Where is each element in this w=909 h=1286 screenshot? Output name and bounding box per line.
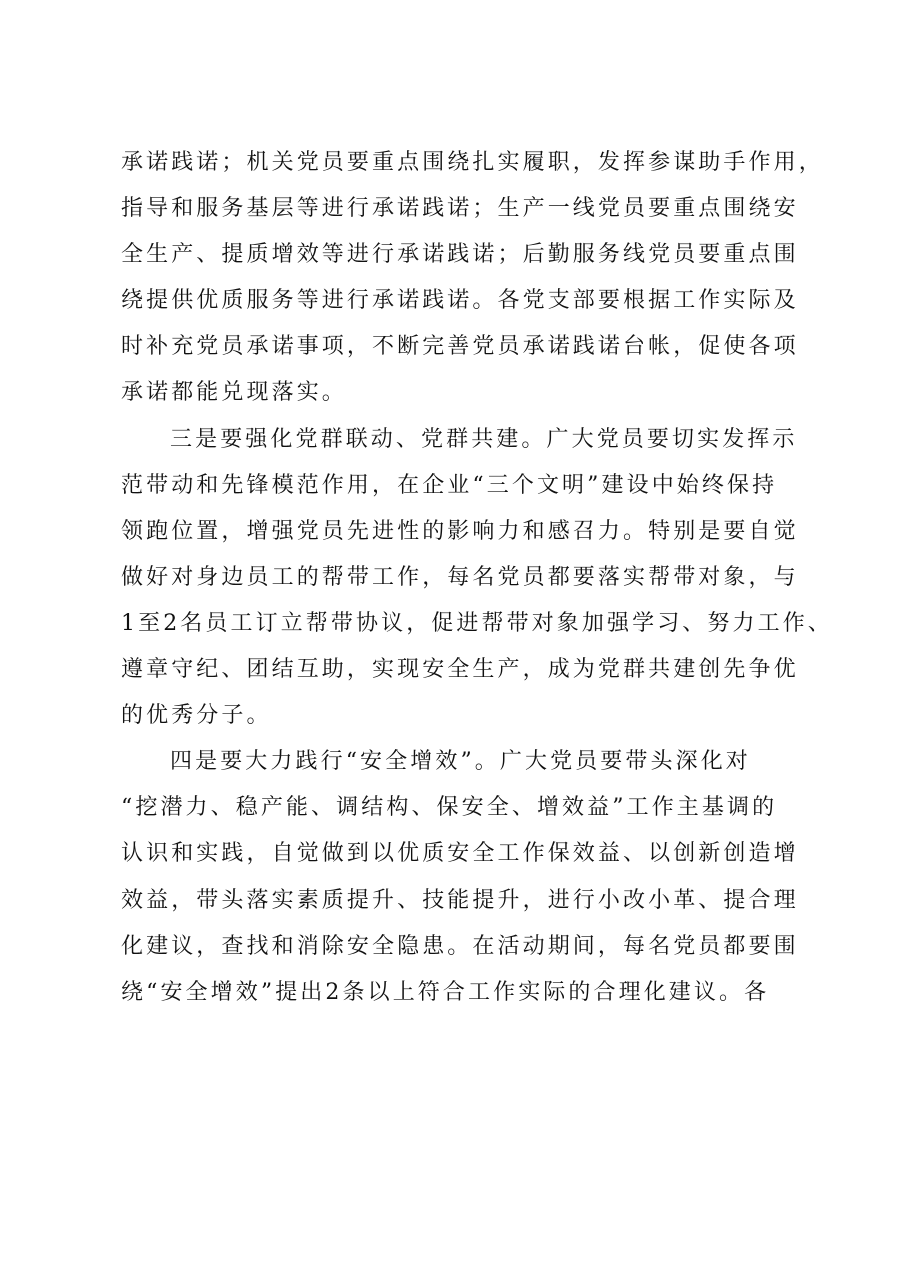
text-line: 的优秀分子。 [121, 703, 272, 729]
text-line: 时补充党员承诺事项，不断完善党员承诺践诺台帐，促使各项 [121, 334, 799, 360]
text-line: 承诺践诺；机关党员要重点围绕扎实履职，发挥参谋助手作用， [121, 150, 824, 175]
text-line: “挖潜力、稳产能、调结构、保安全、增效益”工作主基调的 [121, 795, 778, 821]
text-line: 1至2名员工订立帮带协议，促进帮带对象加强学习、努力工作、 [121, 610, 833, 636]
text-line: 全生产、提质增效等进行承诺践诺；后勤服务线党员要重点围 [121, 242, 799, 268]
text-line: 指导和服务基层等进行承诺践诺；生产一线党员要重点围绕安 [121, 196, 799, 222]
text-line: 认识和实践，自觉做到以优质安全工作保效益、以创新创造增 [121, 841, 799, 867]
body-text [121, 140, 833, 1016]
text-line: 承诺都能兑现落实。 [121, 380, 347, 406]
text-line: 化建议，查找和消除安全隐患。在活动期间，每名党员都要围 [121, 933, 799, 959]
paragraph-start-line: 四是要大力践行“安全增效”。广大党员要带头深化对 [170, 749, 751, 775]
text-line: 范带动和先锋模范作用，在企业“三个文明”建设中始终保持 [121, 472, 778, 498]
text-line: 绕提供优质服务等进行承诺践诺。各党支部要根据工作实际及 [121, 288, 799, 314]
text-line: 领跑位置，增强党员先进性的影响力和感召力。特别是要自觉 [121, 518, 799, 544]
text-line: 遵章守纪、团结互助，实现安全生产，成为党群共建创先争优 [121, 657, 799, 683]
paragraph-start-line: 三是要强化党群联动、党群共建。广大党员要切实发挥示 [170, 426, 798, 452]
text-line: 效益，带头落实素质提升、技能提升，进行小改小革、提合理 [121, 887, 799, 913]
text-line: 绕“安全增效”提出2条以上符合工作实际的合理化建议。各 [121, 979, 770, 1005]
text-line: 做好对身边员工的帮带工作，每名党员都要落实帮带对象，与 [121, 564, 799, 590]
